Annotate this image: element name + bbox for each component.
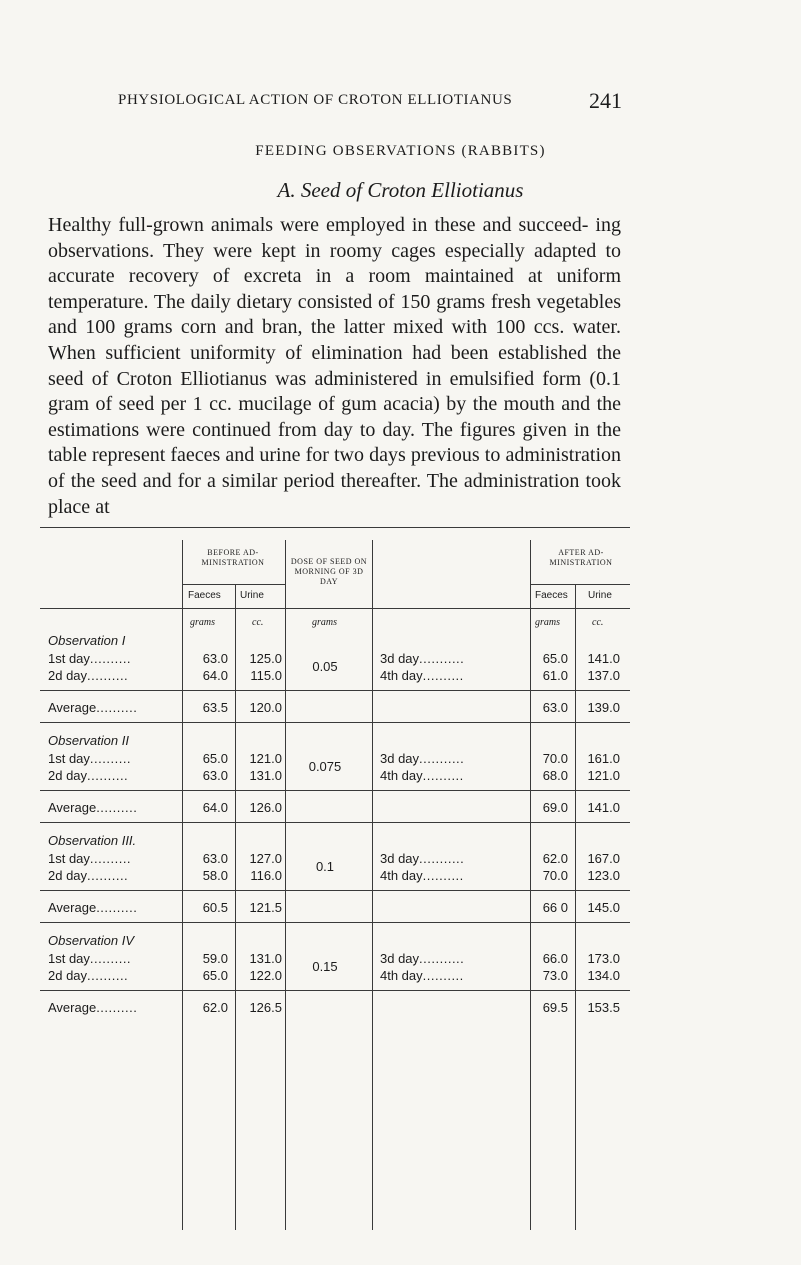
- obs-2-day2: 2d day..........: [48, 768, 129, 783]
- obs-3-day2: 2d day..........: [48, 868, 129, 883]
- obs-4-avg-au: 153.5: [587, 1000, 620, 1015]
- unit-dose: grams: [312, 617, 338, 628]
- obs-2-bu-1: 121.0: [249, 751, 282, 766]
- obs-1-aday2: 4th day..........: [380, 668, 464, 683]
- obs-1-dose: 0.05: [312, 659, 338, 674]
- obs-3-bottom-rule: [40, 922, 630, 923]
- obs-1-bu-2: 115.0: [250, 668, 282, 683]
- subheader-rule-before: [182, 584, 285, 585]
- obs-3-avg-label: Average..........: [48, 900, 138, 915]
- subsection-title: A. Seed of Croton Elliotianus: [277, 178, 524, 202]
- obs-4-aday2: 4th day..........: [380, 968, 464, 983]
- obs-3-avg-bf: 60.5: [202, 900, 228, 915]
- header-faeces-after: Faeces: [535, 590, 568, 601]
- obs-2-au-1: 161.0: [587, 751, 620, 766]
- obs-3-title: Observation III.: [48, 833, 137, 848]
- obs-4-au-2: 134.0: [587, 968, 620, 983]
- obs-4-avg-label: Average..........: [48, 1000, 138, 1015]
- obs-1-avg-af: 63.0: [542, 700, 568, 715]
- obs-3-bf-1: 63.0: [202, 851, 228, 866]
- body-paragraph: Healthy full-grown animals were employed in these and succeed- ing observations. They were kept in roomy cages especially adapted to accurate recovery of excreta in a room maintained at uniform temperature. The daily dietary consisted of 150 grams fresh vegetables and 100 grams corn and bran, the latter mixed with 100 ccs. water. When sufficient uniformity of elimination had been established the seed of Croton Elliotianus was administered in emulsified form (0.1 gram of seed per 1 cc. mucilage of gum acacia) by the mouth and the estimations were continued from day to day. The figures given in the table represent faeces and urine for two days previous to administration of the seed and for a similar period thereafter. The administration took place at: [48, 214, 621, 518]
- unit-before-faeces: grams: [190, 617, 216, 628]
- obs-4-title: Observation IV: [48, 933, 134, 948]
- obs-4-avg-bf: 62.0: [202, 1000, 228, 1015]
- obs-3-aday2: 4th day..........: [380, 868, 464, 883]
- table-top-rule: [40, 527, 630, 528]
- obs-4-day1: 1st day..........: [48, 951, 132, 966]
- obs-2-au-2: 121.0: [587, 768, 620, 783]
- subheader-rule-after: [530, 584, 630, 585]
- obs-3-dose: 0.1: [315, 859, 335, 874]
- obs-1-avg-bu: 120.0: [249, 700, 282, 715]
- obs-3-bu-2: 116.0: [250, 868, 282, 883]
- obs-2-avg-af: 69.0: [542, 800, 568, 815]
- obs-3-au-2: 123.0: [587, 868, 620, 883]
- obs-2-avg-bu: 126.0: [249, 800, 282, 815]
- obs-4-bu-1: 131.0: [249, 951, 282, 966]
- unit-after-urine: cc.: [592, 617, 604, 628]
- obs-2-bf-2: 63.0: [202, 768, 228, 783]
- obs-2-dose: 0.075: [308, 759, 342, 774]
- obs-1-bf-1: 63.0: [202, 651, 228, 666]
- obs-2-rule: [40, 790, 630, 791]
- col-rule-2: [235, 584, 236, 1230]
- obs-4-rule: [40, 990, 630, 991]
- unit-before-urine: cc.: [252, 617, 264, 628]
- obs-4-bf-2: 65.0: [202, 968, 228, 983]
- obs-4-bf-1: 59.0: [202, 951, 228, 966]
- obs-2-avg-bf: 64.0: [202, 800, 228, 815]
- obs-3-rule: [40, 890, 630, 891]
- page-number: 241: [589, 88, 622, 113]
- obs-2-af-1: 70.0: [542, 751, 568, 766]
- obs-1-af-2: 61.0: [542, 668, 568, 683]
- obs-1-avg-bf: 63.5: [202, 700, 228, 715]
- obs-2-avg-label: Average..........: [48, 800, 138, 815]
- obs-3-day1: 1st day..........: [48, 851, 132, 866]
- obs-4-dose: 0.15: [312, 959, 338, 974]
- obs-3-bf-2: 58.0: [202, 868, 228, 883]
- obs-2-bf-1: 65.0: [202, 751, 228, 766]
- header-urine-after: Urine: [588, 590, 612, 601]
- header-dose: DOSE OF SEED ON MORNING OF 3D DAY: [290, 557, 368, 586]
- obs-4-bu-2: 122.0: [249, 968, 282, 983]
- obs-4-af-1: 66.0: [542, 951, 568, 966]
- col-rule-3: [285, 540, 286, 1230]
- obs-3-af-1: 62.0: [542, 851, 568, 866]
- unit-after-faeces: grams: [535, 617, 561, 628]
- obs-4-avg-bu: 126.5: [249, 1000, 282, 1015]
- obs-2-bu-2: 131.0: [249, 768, 282, 783]
- obs-4-avg-af: 69.5: [542, 1000, 568, 1015]
- obs-4-aday1: 3d day...........: [380, 951, 465, 966]
- header-faeces-before: Faeces: [188, 590, 221, 601]
- obs-4-af-2: 73.0: [542, 968, 568, 983]
- running-head: PHYSIOLOGICAL ACTION OF CROTON ELLIOTIANUS: [118, 92, 513, 108]
- obs-1-avg-label: Average..........: [48, 700, 138, 715]
- table-header-rule: [40, 608, 630, 609]
- obs-2-aday2: 4th day..........: [380, 768, 464, 783]
- col-rule-6: [575, 584, 576, 1230]
- obs-1-au-1: 141.0: [587, 651, 620, 666]
- col-rule-4: [372, 540, 373, 1230]
- obs-1-rule: [40, 690, 630, 691]
- obs-4-day2: 2d day..........: [48, 968, 129, 983]
- header-after: AFTER AD- MINISTRATION: [549, 548, 613, 567]
- obs-1-bf-2: 64.0: [202, 668, 228, 683]
- obs-1-af-1: 65.0: [542, 651, 568, 666]
- obs-3-avg-af: 66 0: [542, 900, 568, 915]
- obs-3-aday1: 3d day...........: [380, 851, 465, 866]
- obs-3-bu-1: 127.0: [249, 851, 282, 866]
- obs-3-avg-au: 145.0: [587, 900, 620, 915]
- obs-2-avg-au: 141.0: [587, 800, 620, 815]
- obs-1-au-2: 137.0: [587, 668, 620, 683]
- obs-1-day2: 2d day..........: [48, 668, 129, 683]
- col-rule-5: [530, 540, 531, 1230]
- obs-1-bottom-rule: [40, 722, 630, 723]
- col-rule-1: [182, 540, 183, 1230]
- header-before: BEFORE AD- MINISTRATION: [201, 548, 265, 567]
- obs-2-af-2: 68.0: [542, 768, 568, 783]
- obs-2-day1: 1st day..........: [48, 751, 132, 766]
- obs-3-avg-bu: 121.5: [249, 900, 282, 915]
- obs-2-title: Observation II: [48, 733, 129, 748]
- obs-2-bottom-rule: [40, 822, 630, 823]
- obs-1-avg-au: 139.0: [587, 700, 620, 715]
- obs-1-bu-1: 125.0: [249, 651, 282, 666]
- obs-1-day1: 1st day..........: [48, 651, 132, 666]
- section-title: FEEDING OBSERVATIONS (RABBITS): [255, 143, 546, 159]
- header-urine-before: Urine: [240, 590, 264, 601]
- obs-4-au-1: 173.0: [587, 951, 620, 966]
- obs-3-au-1: 167.0: [587, 851, 620, 866]
- obs-1-title: Observation I: [48, 633, 126, 648]
- obs-2-aday1: 3d day...........: [380, 751, 465, 766]
- obs-1-aday1: 3d day...........: [380, 651, 465, 666]
- obs-3-af-2: 70.0: [542, 868, 568, 883]
